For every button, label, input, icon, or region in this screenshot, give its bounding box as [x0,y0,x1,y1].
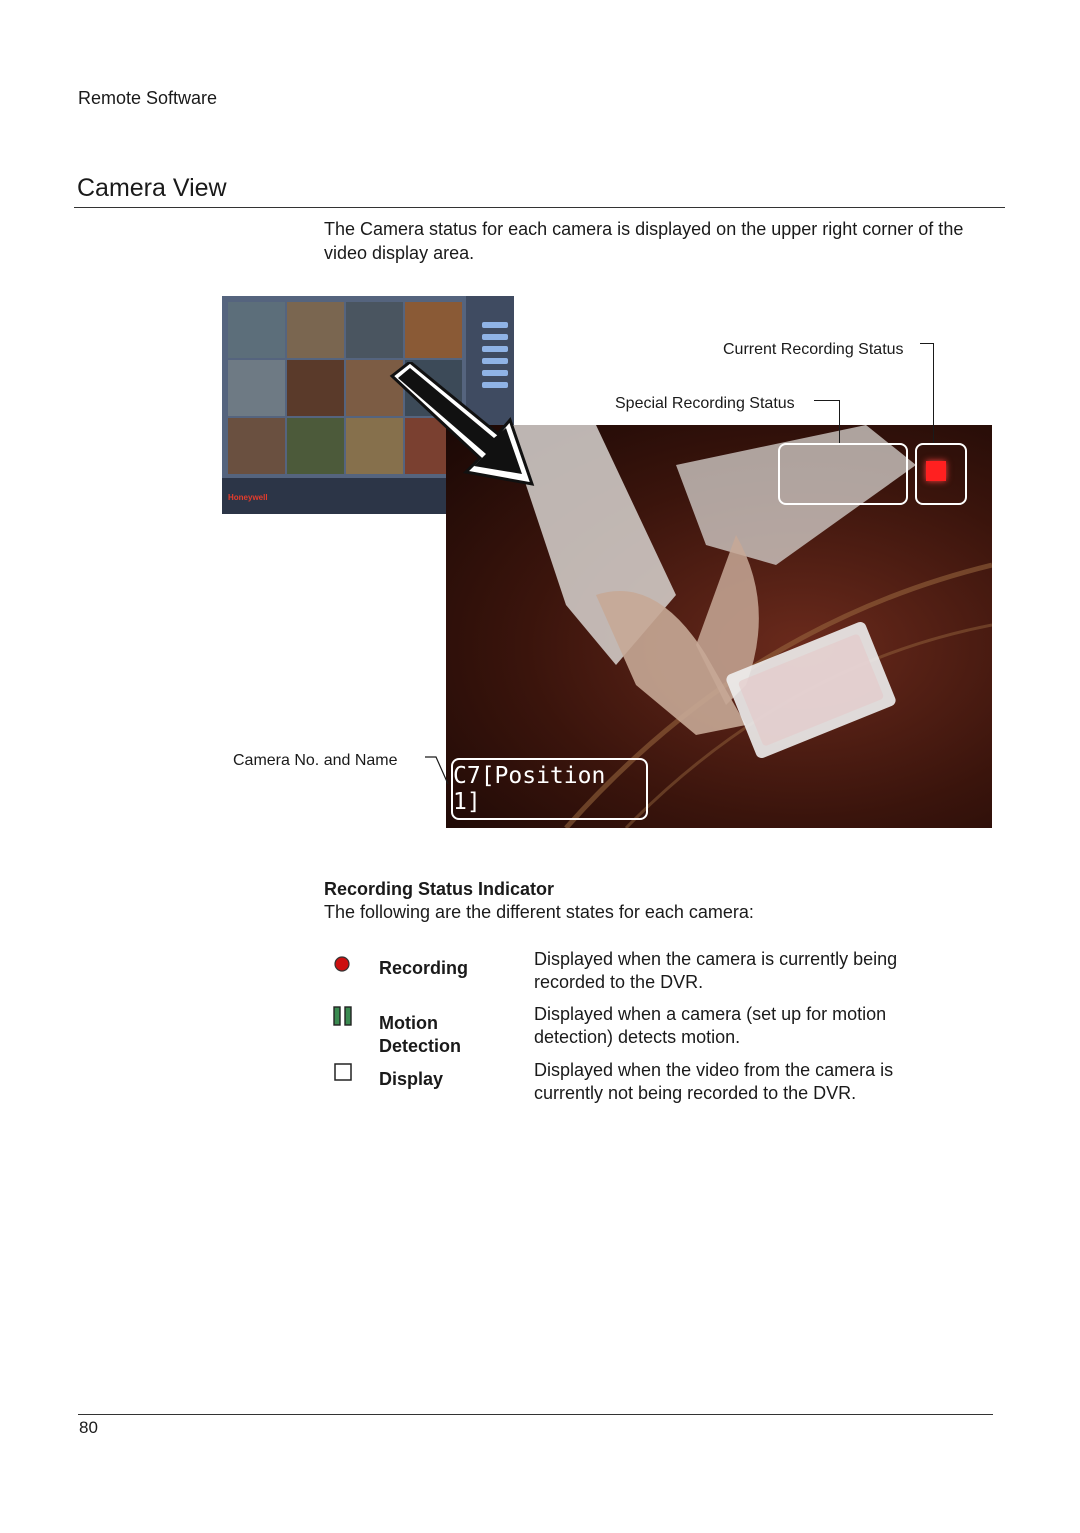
running-head: Remote Software [78,88,218,108]
red-dot-icon [333,955,351,973]
callout-current-recording-status: Current Recording Status [723,341,904,358]
camera-tile [287,360,344,416]
camera-tile [287,418,344,474]
recording-status-intro: The following are the different states for each camera: [324,902,754,922]
state-label-recording: Recording [379,958,469,978]
empty-square-icon [334,1063,352,1081]
brand-logo: Honeywell [228,493,268,502]
label-line: Detection [379,1036,462,1056]
label-line: Motion [379,1013,438,1033]
camera-tile [228,302,285,358]
page-number: 80 [79,1418,98,1437]
panel-button [482,334,508,340]
camera-tile [287,302,344,358]
camera-tile [228,360,285,416]
camera-tile [346,302,403,358]
state-label-display: Display [379,1069,444,1089]
desc-line: currently not being recorded to the DVR. [534,1083,857,1103]
state-desc-recording [534,948,974,994]
desc-line: detection) detects motion. [534,1027,741,1047]
callout-leader-line [424,756,450,786]
desc-line: Displayed when the video from the camera is [534,1060,894,1080]
footer-rule [78,1414,993,1415]
recording-status-heading: Recording Status Indicator [324,879,555,899]
state-desc-motion-detection [534,1003,974,1049]
panel-button [482,322,508,328]
section-title: Camera View [77,174,227,202]
callout-camera-no-and-name: Camera No. and Name [233,752,398,769]
zoom-arrow-icon [380,362,540,492]
camera-tile [228,418,285,474]
desc-line: Displayed when a camera (set up for motion [534,1004,887,1024]
title-rule [74,207,1005,208]
state-desc-display [534,1059,974,1105]
intro-paragraph: The Camera status for each camera is displayed on the upper right corner of the video display area. [324,219,964,263]
callout-special-recording-status: Special Recording Status [615,395,795,412]
special-recording-status-box [778,443,908,505]
recording-indicator-icon [926,461,946,481]
camera-name-overlay: C7[Position 1] [451,758,648,820]
desc-line: Displayed when the camera is currently being [534,949,898,969]
camera-tile [405,302,462,358]
state-label-motion-detection [379,1012,461,1058]
pause-bars-icon [333,1006,353,1026]
panel-button [482,346,508,352]
desc-line: recorded to the DVR. [534,972,704,992]
